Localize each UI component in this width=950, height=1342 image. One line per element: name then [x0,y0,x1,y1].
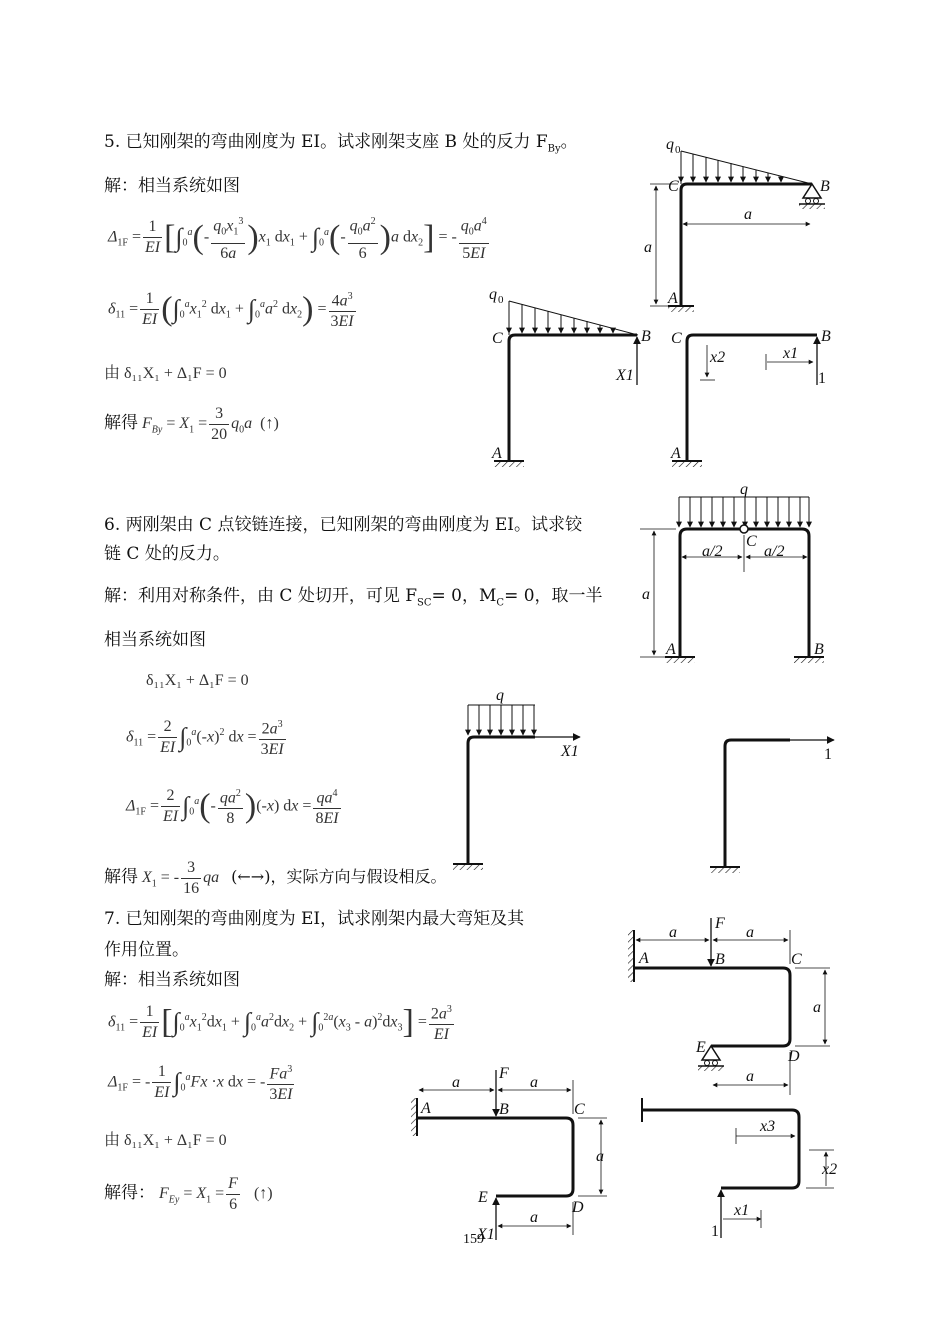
label-q0-sub: 0 [675,144,681,156]
label-B: B [715,951,725,968]
label-a: a [642,586,650,603]
p6-eq-delta1F: $\Delta_{1F}$ = $\frac{2}{EI}$ $\int_0^a(-$ $\frac{qa^2}{8}$ )(-x) dx = $\frac{qa^4}{8EI}$ [126,784,343,829]
p5-fig-equiv [494,301,638,467]
label-a: a [452,1074,460,1091]
label-D: D [572,1199,584,1216]
p6-fig-equiv-labels [496,687,579,760]
p6-solution-1: 解：利用对称条件，由 C 处切开，可见 $F_{SC}= 0$，$M_C= 0$，取一半 [104,586,603,609]
p6-fig-unit [710,740,834,873]
p6-fig-equiv [453,705,580,870]
label-F: F [499,1065,509,1082]
label-q: q [740,481,748,498]
p5-fig-main-labels [644,136,830,307]
label-B: B [814,641,824,658]
label-D: D [788,1048,800,1065]
p5-solution-intro: 解：相当系统如图 [104,176,240,196]
p7-eq-delta1F: $\Delta_{1F}$ = - $\frac{1}{EI}$ $\int_0^aFx \cdot x$ dx = - $\frac{Fa^3}{3EI}$ [108,1060,296,1105]
p7-eq-delta11: $\delta_{11}$ = $\frac{1}{EI}$ $[\int_0^ax_1^2dx_1 + \int_0^aa^2dx_2 + \int_0^{2a}(x_3 - a)^2dx_3]$ = $\frac{2a^3}{EI}$ [108,1000,456,1045]
p5-fig-unit-labels [670,328,831,462]
p6-statement-1: 6. 两刚架由 C 点铰链连接，已知刚架的弯曲刚度为 EI。试求铰 [104,515,582,535]
p5-statement: 5. 已知刚架的弯曲刚度为 EI。试求刚架支座 B 处的反力 $F_{By}$。 [104,132,578,155]
label-E: E [478,1189,488,1206]
label-a: a [813,999,821,1016]
page-number: 159 [463,1232,484,1247]
p5-eq-condition: 由 δ₁₁X₁ + Δ₁F = 0 [104,365,227,382]
p7-fig-equiv-labels [420,1065,604,1243]
p7-solution-intro: 解：相当系统如图 [104,970,240,990]
label-X1: X1 [561,743,579,760]
p5-fig-main [650,151,825,312]
label-a-half-right: a/2 [764,543,785,560]
p6-result: 解得 $X_1$ = - $\frac{3}{16}$ qa (←→)，实际方向与假设相反。 [104,859,447,897]
label-X1: X1 [616,367,634,384]
label-a-vertical: a [644,239,652,256]
label-F: F [715,915,725,932]
label-A: A [492,445,502,462]
p5-eq-delta1F: $\Delta_{1F}$ = $\frac{1}{EI}$ [$\int_0^a(-$ $\frac{q_0x_1^3}{6a}$ )$x_1$ $dx_1 + \int_0^a(-$ $\frac{q_0a^2}{6}$ )a $dx_2$] = - $\frac{q_0a^4}{5EI}$ [108,212,491,264]
label-C: C [492,330,503,347]
label-a-horizontal: a [744,206,752,223]
p6-fig-main-labels [642,481,824,658]
label-a: a [746,924,754,941]
p6-eq-condition: δ₁₁X₁ + Δ₁F = 0 [146,672,249,689]
label-A: A [671,445,681,462]
label-A: A [421,1100,431,1117]
p6-solution-2: 相当系统如图 [104,630,206,650]
label-X1: X1 [477,1226,495,1243]
label-unit-load: 1 [711,1223,719,1240]
p7-statement-1: 7. 已知刚架的弯曲刚度为 EI，试求刚架内最大弯矩及其 [104,909,525,929]
p7-statement-2: 作用位置。 [104,940,189,960]
label-x2: x2 [822,1161,838,1178]
label-a: a [530,1209,538,1226]
label-x3: x3 [760,1118,776,1135]
label-x2: x2 [710,349,726,366]
label-B: B [821,328,831,345]
p7-result: 解得： $F_{Ey} = X_1$ = $\frac{F}{6}$ (↑) [104,1175,273,1213]
label-x1: x1 [783,345,799,362]
p7-fig-main [628,918,830,1095]
label-a: a [596,1148,604,1165]
label-C: C [668,178,679,195]
label-E: E [696,1039,706,1056]
label-B: B [820,178,830,195]
label-a: a [530,1074,538,1091]
label-B: B [499,1101,509,1118]
p5-eq-delta11: $\delta_{11}$ = $\frac{1}{EI}$ ($\int_0^ax_1^2$ $dx_1 + \int_0^aa^2$ $dx_2$) = $\frac{4a^3}{3EI}$ [108,287,358,332]
label-a-half-left: a/2 [702,543,723,560]
label-q0-sub: 0 [498,294,504,306]
label-A: A [639,950,649,967]
p7-fig-main-labels [638,915,821,1085]
label-unit-load: 1 [818,370,826,387]
label-x1: x1 [734,1202,750,1219]
p6-eq-delta11: $\delta_{11}$ = $\frac{2}{EI}$ $\int_0^a(-x)^2$ dx = $\frac{2a^3}{3EI}$ [126,715,288,760]
label-q0: q [489,286,497,303]
label-unit-load: 1 [824,746,832,763]
label-a: a [746,1068,754,1085]
label-C: C [746,533,757,550]
p6-statement-2: 链 C 处的反力。 [104,544,230,564]
label-C: C [574,1101,585,1118]
p5-result: 解得 $F_{By} = X_1$ = $\frac{3}{20}$ $q_0a$ (↑) [104,405,279,443]
label-q0: q [666,136,674,153]
label-C: C [671,330,682,347]
label-q: q [496,687,504,704]
label-C: C [791,951,802,968]
label-B: B [641,328,651,345]
p6-fig-main [640,497,824,663]
p5-fig-equiv-labels [489,286,651,462]
p7-eq-condition: 由 δ₁₁X₁ + Δ₁F = 0 [104,1132,227,1149]
label-A: A [666,641,676,658]
label-A: A [668,290,678,307]
label-a: a [669,924,677,941]
